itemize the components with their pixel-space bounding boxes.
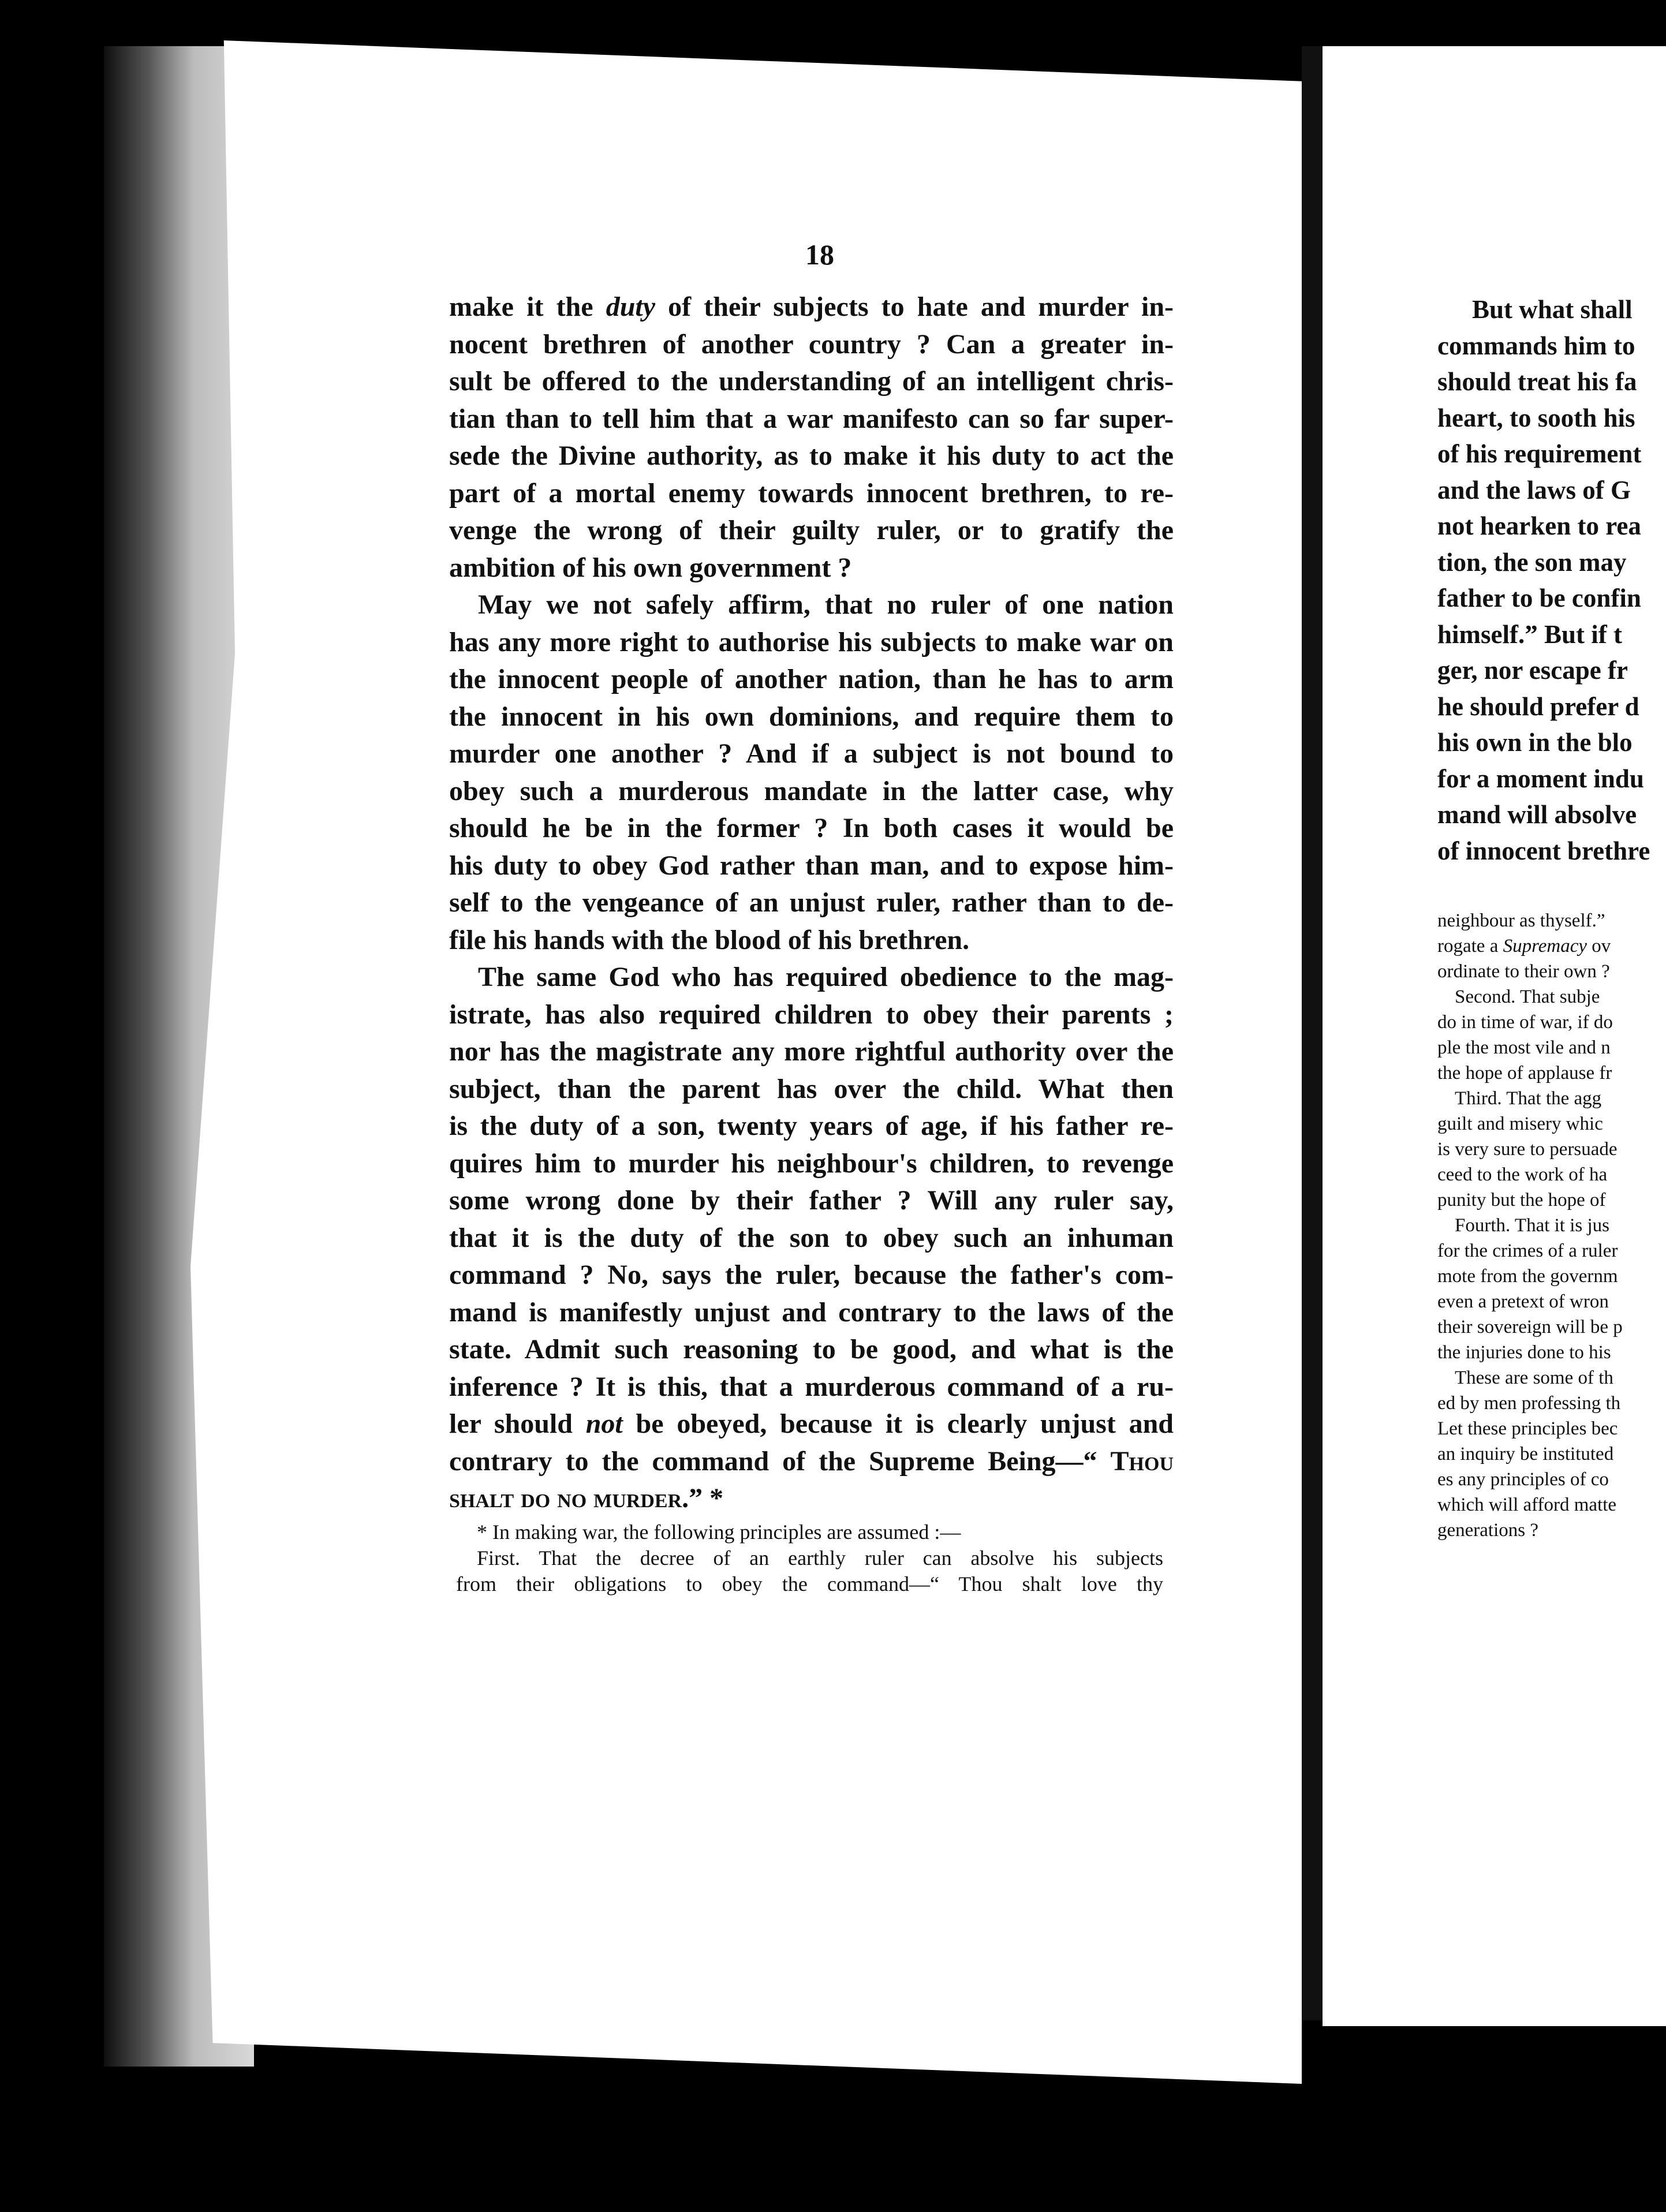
text-line: command ? No, says the ruler, because the father's com-	[449, 1260, 1174, 1290]
text-line: ger, nor escape fr	[1437, 656, 1628, 685]
footnote-line: punity but the hope of	[1437, 1190, 1606, 1210]
footnote-line: do in time of war, if do	[1437, 1012, 1613, 1033]
footnote-line: the injuries done to his	[1437, 1342, 1611, 1363]
text-line: tian than to tell him that a war manifesto can so far super-	[449, 403, 1174, 434]
footnote-line: an inquiry be instituted	[1437, 1444, 1614, 1464]
footnote-line: is very sure to persuade	[1437, 1139, 1618, 1160]
footnote-line: * In making war, the following principles are assumed :—	[477, 1520, 961, 1544]
text-line: istrate, has also required children to obey their parents ;	[449, 999, 1174, 1030]
page-number: 18	[805, 238, 834, 271]
text-line: of his requirement	[1437, 439, 1642, 468]
footnote-line: neighbour as thyself.”	[1437, 910, 1605, 931]
text-line: venge the wrong of their guilty ruler, or to gratify the	[449, 515, 1174, 545]
footnote-line: ple the most vile and n	[1437, 1037, 1611, 1058]
text-line: commands him to	[1437, 331, 1635, 360]
footnote-line: ed by men professing th	[1437, 1393, 1621, 1414]
footnote-line: which will afford matte	[1437, 1494, 1617, 1515]
text-line: mand is manifestly unjust and contrary to the laws of the	[449, 1296, 1174, 1328]
text-line: ambition of his own government ?	[449, 552, 852, 583]
right-page-body	[1437, 292, 1666, 869]
text-line: heart, to sooth his	[1437, 403, 1635, 432]
text-line: mand will absolve	[1437, 800, 1637, 829]
footnote-line: even a pretext of wron	[1437, 1291, 1609, 1312]
text-line: part of a mortal enemy towards innocent brethren, to re-	[449, 477, 1174, 509]
right-page-footnotes	[1437, 908, 1666, 1543]
footnote-line: Fourth. That it is jus	[1455, 1215, 1609, 1236]
text-line: he should prefer d	[1437, 692, 1639, 721]
footnote-line: guilt and misery whic	[1437, 1114, 1603, 1134]
left-page-body	[449, 289, 1174, 1518]
text-line: sede the Divine authority, as to make it his duty to act the	[449, 440, 1174, 471]
text-line: the innocent in his own dominions, and require them to	[449, 701, 1174, 732]
footnote-line: Second. That subje	[1455, 987, 1600, 1007]
text-line: The same God who has required obedience to the mag-	[478, 962, 1174, 992]
footnote-line: ordinate to their own ?	[1437, 961, 1610, 982]
text-line: nocent brethren of another country ? Can a greater in-	[449, 328, 1174, 360]
text-line: his own in the blo	[1437, 728, 1633, 757]
text-line: is the duty of a son, twenty years of age, if his father re-	[449, 1111, 1174, 1141]
text-line: murder one another ? And if a subject is not bound to	[449, 738, 1174, 769]
footnote-line: for the crimes of a ruler	[1437, 1240, 1618, 1261]
text-line: state. Admit such reasoning to be good, and what is the	[449, 1334, 1174, 1365]
text-line: subject, than the parent has over the child. What then	[449, 1073, 1174, 1104]
footnote-line: mote from the governm	[1437, 1266, 1618, 1287]
text-line: his duty to obey God rather than man, and to expose him-	[449, 850, 1174, 881]
text-line: himself.” But if t	[1437, 619, 1622, 649]
book-gutter	[1302, 46, 1323, 2020]
text-line: has any more right to authorise his subjects to make war on	[449, 626, 1174, 657]
text-line: sult be offered to the understanding of an intelligent chris-	[449, 366, 1174, 397]
text-line: nor has the magistrate any more rightful authority over the	[449, 1036, 1174, 1067]
text-line: and the laws of G	[1437, 475, 1631, 505]
text-line: make it the duty of their subjects to hate and murder in-	[449, 292, 1174, 322]
text-line: shalt do no murder.” *	[449, 1483, 724, 1514]
footnote-line: ceed to the work of ha	[1437, 1164, 1608, 1185]
text-line: inference ? It is this, that a murderous command of a ru-	[449, 1371, 1174, 1402]
text-line: not hearken to rea	[1437, 511, 1641, 540]
footnote-line: First. That the decree of an earthly ruler can absolve his subjects	[477, 1546, 1163, 1570]
text-line: father to be confin	[1437, 584, 1641, 612]
footnote-line: Let these principles bec	[1437, 1418, 1618, 1439]
text-line: But what shall	[1472, 295, 1633, 324]
footnote-line: the hope of applause fr	[1437, 1063, 1612, 1083]
text-line: contrary to the command of the Supreme Being—“ Thou	[449, 1445, 1174, 1477]
text-line: quires him to murder his neighbour's children, to revenge	[449, 1148, 1174, 1179]
footnote-line: from their obligations to obey the command—“ Thou shalt love thy	[456, 1572, 1163, 1596]
text-line: ler should not be obeyed, because it is clearly unjust and	[449, 1408, 1174, 1439]
footnote-line: generations ?	[1437, 1520, 1539, 1541]
text-line: obey such a murderous mandate in the latter case, why	[449, 775, 1174, 806]
text-line: self to the vengeance of an unjust ruler, rather than to de-	[449, 887, 1174, 918]
footnote-line: es any principles of co	[1437, 1469, 1609, 1490]
footnote-line: their sovereign will be p	[1437, 1317, 1623, 1337]
text-line: May we not safely affirm, that no ruler of one nation	[478, 589, 1174, 620]
footnote-line: Third. That the agg	[1455, 1088, 1602, 1109]
text-line: file his hands with the blood of his brethren.	[449, 924, 970, 955]
text-line: the innocent people of another nation, than he has to arm	[449, 664, 1174, 694]
text-line: should treat his fa	[1437, 367, 1637, 396]
footnotes	[456, 1519, 1163, 1597]
text-line: should he be in the former ? In both cases it would be	[449, 813, 1174, 843]
text-line: some wrong done by their father ? Will any ruler say,	[449, 1185, 1174, 1216]
footnote-line: These are some of th	[1455, 1367, 1613, 1388]
text-line: of innocent brethre	[1437, 836, 1650, 865]
footnote-line: rogate a Supremacy ov	[1437, 936, 1611, 956]
text-line: for a moment indu	[1437, 764, 1644, 793]
text-line: tion, the son may	[1437, 547, 1627, 577]
text-line: that it is the duty of the son to obey such an inhuman	[449, 1222, 1174, 1253]
